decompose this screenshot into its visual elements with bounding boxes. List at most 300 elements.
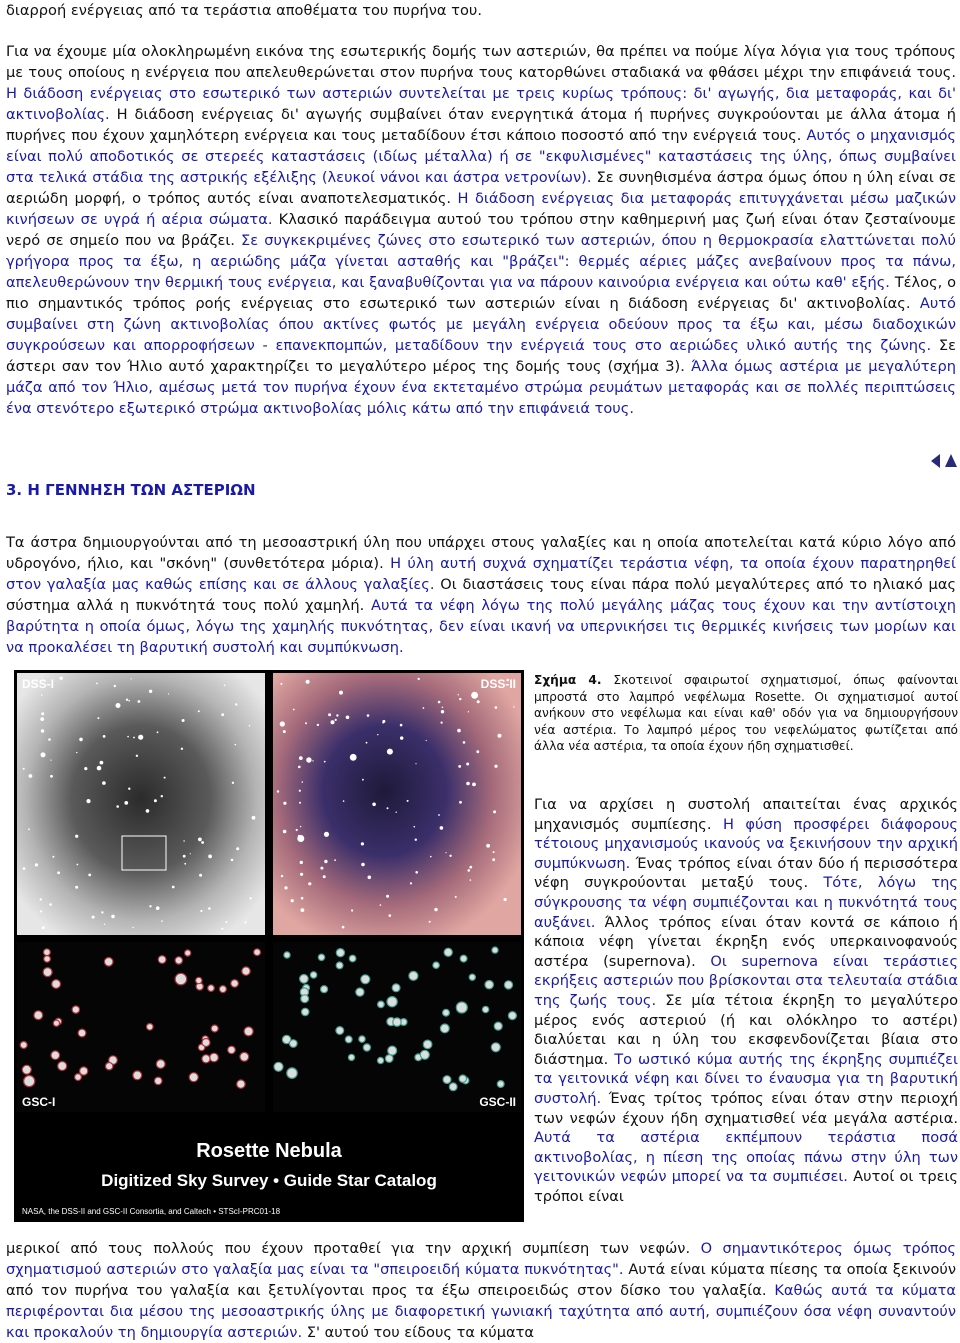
star (472, 783, 476, 787)
star (40, 898, 42, 900)
star (183, 840, 184, 841)
star (201, 841, 204, 844)
star (469, 974, 475, 980)
star (128, 788, 130, 790)
star (476, 750, 479, 753)
star (190, 853, 191, 854)
star (29, 774, 33, 778)
star (254, 949, 261, 956)
star (342, 926, 345, 929)
star (44, 956, 51, 963)
star (495, 706, 498, 709)
star (149, 905, 151, 907)
star (102, 781, 106, 785)
star (128, 700, 130, 702)
star (301, 908, 305, 912)
star (24, 1076, 35, 1087)
star (50, 760, 51, 761)
paragraph-interstellar-matter (6, 532, 956, 658)
star (494, 765, 497, 768)
star (157, 731, 159, 733)
sentence: Κλασικό παράδειγμα αυτού του τρόπου στην καθημερινή μας ζωή είναι όταν ζεσταίνουμε νερό σε σημείο που να βράζει. (6, 211, 956, 249)
star (28, 828, 30, 830)
star (75, 835, 78, 838)
star (41, 752, 46, 757)
star (336, 714, 338, 716)
star (310, 972, 316, 978)
star (382, 722, 384, 724)
star (127, 736, 129, 738)
star (44, 949, 51, 956)
star (301, 995, 309, 1003)
star (240, 1052, 249, 1061)
star (433, 962, 439, 968)
star (361, 975, 370, 984)
star (440, 826, 444, 830)
star (287, 1068, 297, 1078)
sentence: Η διάδοση ενέργειας δι' αγωγής συμβαίνει όταν ενεργητικά άτομα ή πυρήνες συγκρούονται με άλλα άτομα ή πυρήνες που έχουν χαμηλότερη ενέργεια και τους μεταδίδουν έτσι κάποιο ποσοστό από την ενέργειά τους. (6, 106, 956, 144)
star (298, 835, 301, 838)
dss2-panel (273, 673, 521, 935)
star (200, 910, 202, 912)
star (324, 832, 329, 837)
star (504, 981, 512, 989)
star (198, 710, 200, 712)
star (299, 756, 303, 760)
star (377, 734, 378, 735)
star (410, 882, 412, 884)
star (75, 1074, 82, 1081)
star (126, 699, 128, 701)
star (237, 1080, 245, 1088)
star (156, 1060, 165, 1069)
star (409, 971, 418, 980)
star (161, 795, 163, 797)
sentence: Ένας τρόπος είναι όταν δύο ή περισσότερα νέφη συγκρούονται μεταξύ τους. (534, 854, 958, 892)
star (361, 863, 365, 867)
star (22, 1065, 31, 1074)
star (335, 719, 337, 721)
star (300, 975, 309, 984)
star (182, 719, 185, 722)
star (493, 810, 496, 813)
star (477, 700, 480, 703)
star (175, 957, 182, 964)
star (41, 695, 42, 696)
star (305, 722, 307, 724)
star (299, 790, 301, 792)
figure-subtitle: Digitized Sky Survey • Guide Star Catalog (101, 1171, 437, 1190)
star (208, 907, 211, 910)
star (324, 761, 326, 763)
star (235, 703, 237, 705)
figure-credit: NASA, the DSS-II and GSC-II Consortia, and Caltech • STScI-PRC01-18 (22, 1207, 281, 1216)
star (138, 700, 141, 703)
star (458, 694, 459, 695)
star (111, 915, 115, 919)
star (301, 897, 304, 900)
star (504, 898, 507, 901)
star (389, 914, 392, 917)
star (72, 1006, 79, 1013)
star (486, 844, 490, 848)
star (60, 677, 63, 680)
sentence: Αυτός ο μηχανισμός είναι πολύ αποδοτικός σε στερεές καταστάσεις (ιδίως μέταλλα) ή σε "εκφυλισμένες" καταστάσεις της ύλης, όπως συμβαίνει στα τελικά στάδια της αστρικής εξέλιξης (λευκοί νάνοι και άστρα νετρονίων). (6, 127, 956, 186)
star (41, 712, 44, 715)
star (469, 866, 472, 869)
section-heading: 3. Η ΓΕΝΝΗΣΗ ΤΩΝ ΑΣΤΕΡΙΩΝ (6, 481, 256, 499)
star (202, 1055, 210, 1063)
sentence: Τα άστρα δημιουργούνται από τη μεσοαστρική ύλη που υπάρχει στους γαλαξίες και η οποία αποτελείται κατά κύριο λόγο από υδρογόνο, ήλιο, και "σκόνη" (συνθετότερα μόρια). (6, 534, 956, 572)
arrow-left-icon (930, 453, 941, 469)
star (40, 717, 44, 721)
star (317, 724, 319, 726)
label-dss2: DSS-II (480, 677, 516, 691)
star (244, 1027, 253, 1036)
star (466, 763, 469, 766)
star (210, 1053, 219, 1062)
star (372, 803, 376, 807)
star (468, 869, 471, 872)
star (77, 864, 79, 866)
star (274, 1062, 283, 1071)
star (348, 1054, 354, 1060)
sentence: Η ύλη αυτή συχνά σχηματίζει τεράστια νέφη, τα οποία έχουν παρατηρηθεί στον γαλαξία μας καθώς επίσης και σε άλλους γαλαξίες. (6, 555, 956, 593)
sentence: Καθώς αυτά τα κύματα περιφέρονται δια μέσου της μεσοαστρικής ύλης με διαφορετική γωνιακή ταχύτητα από αυτή, συμπιέζουν όσα νέφη συναντούν και προκαλούν τη δημιουργία αστεριών. (6, 1282, 956, 1341)
star (43, 968, 52, 977)
star (438, 814, 440, 816)
star (202, 1039, 210, 1047)
star (415, 763, 416, 764)
star (407, 800, 409, 802)
star (466, 782, 470, 786)
star (334, 859, 336, 861)
star (387, 749, 393, 755)
star (133, 737, 135, 739)
star (284, 886, 287, 889)
star (138, 735, 143, 740)
star (497, 1081, 504, 1088)
star (88, 874, 91, 877)
star (323, 875, 326, 878)
star (40, 910, 42, 912)
star (459, 698, 461, 700)
star (283, 730, 286, 733)
star (457, 729, 461, 733)
sentence: Σ' αυτού του είδους τα κύματα (306, 1324, 535, 1341)
star (225, 921, 227, 923)
sentence: Οι supernova είναι τεράστιες εκρήξεις αστεριών που βρίσκονται στα τελευταία στάδια της ζωής τους. (534, 952, 959, 1009)
star (221, 928, 223, 930)
star (441, 722, 443, 724)
gsc1-panel (17, 942, 265, 1112)
star (184, 863, 186, 865)
star (52, 980, 61, 989)
star (300, 861, 303, 864)
star (23, 768, 25, 770)
sentence: μερικοί από τους πολλούς που έχουν προταθεί για την αρχική συμπίεση των νεφών. (6, 1240, 701, 1257)
star (236, 847, 239, 850)
star (378, 1057, 384, 1063)
star (331, 720, 335, 724)
sentence: Ένας τρίτος τρόπος είναι όταν στην περιοχή των νεφών έχουν ήδη σχηματισθεί νέα μεγάλα αστέρια. (534, 1089, 959, 1127)
star (221, 713, 224, 716)
star (345, 1036, 352, 1043)
star (49, 903, 52, 906)
star (250, 897, 252, 899)
star (463, 741, 466, 744)
sentence: Αυτά τα αστέρια εκπέμπουν τεράστια ποσά ακτινοβολίας, η πίεση της οποίας πάνω στην ύλη των γειτονικών νεφών μπορεί να τα συμπιέσει. (534, 1129, 958, 1186)
star (339, 691, 343, 695)
star (415, 839, 417, 841)
star (324, 860, 327, 863)
star (57, 871, 60, 874)
star (283, 830, 287, 834)
star (131, 678, 132, 679)
star (97, 766, 102, 771)
star (92, 916, 95, 919)
sentence: Το ωστικό κύμα αυτής της έκρηξης συμπιέζει τα γειτονικά νέφη και δίνει το έναυσμα για τη βαρυτική συστολή. (534, 1050, 958, 1107)
star (320, 867, 323, 870)
star (508, 1012, 516, 1020)
prev-page-link[interactable] (930, 453, 941, 469)
top-of-page-link[interactable] (944, 453, 958, 469)
star (449, 1083, 457, 1091)
star (181, 748, 183, 750)
star (396, 812, 397, 813)
star (80, 1067, 88, 1075)
star (249, 725, 251, 727)
star (414, 826, 416, 828)
star (380, 904, 382, 906)
star (133, 1071, 142, 1080)
star (492, 858, 495, 861)
star (208, 985, 215, 992)
star (75, 886, 78, 889)
star (219, 986, 226, 993)
star (498, 734, 502, 738)
star (471, 692, 478, 699)
star (356, 988, 364, 996)
star (492, 947, 498, 953)
star (470, 879, 472, 881)
star (418, 678, 420, 680)
top-line: διαρροή ενέργειας από τα τεράστια αποθέματα του πυρήνα του. (6, 2, 482, 19)
star (298, 766, 301, 769)
star (367, 714, 370, 717)
star (164, 777, 166, 779)
star (290, 1040, 298, 1048)
star (434, 908, 437, 911)
star (386, 895, 389, 898)
star (318, 954, 324, 960)
star (232, 782, 234, 784)
star (208, 855, 212, 859)
star (35, 863, 38, 866)
star (430, 856, 432, 858)
label-gsc1: GSC-I (22, 1095, 56, 1109)
star (442, 707, 444, 709)
star (48, 738, 51, 741)
star (513, 706, 514, 707)
star (387, 807, 389, 809)
star (387, 997, 397, 1007)
sentence: Αυτό συμβαίνει στη ζώνη ακτινοβολίας όπου ακτίνες φωτός με μεγάλη ενέργεια οδεύουν προς τα έξω και, μέσω διαδοχικών συγκρούσεων και απορροφήσεων - επανεκπομπών, μεταδίδουν την ενέργειά τους στο αεριώδες υλικό αυτής της ζώνης. (6, 295, 956, 354)
star (458, 765, 461, 768)
gsc2-panel (273, 942, 521, 1112)
star (392, 984, 400, 992)
star (231, 980, 239, 988)
star (351, 909, 353, 911)
star (460, 955, 467, 962)
star (58, 1062, 67, 1071)
star (53, 1020, 59, 1026)
star (456, 1002, 467, 1013)
star (235, 744, 237, 746)
star (362, 779, 364, 781)
star (116, 703, 121, 708)
star (86, 799, 90, 803)
star (283, 802, 286, 805)
star (350, 754, 357, 761)
star (132, 927, 133, 928)
sentence: Αυτά τα νέφη λόγω της πολύ μεγάλης μάζας τους έχουν και την αντίστοιχη βαρύτητα η οποία όμως, λόγω της χαμηλής πυκνότητας, δεν είναι ικανή να υπερνικήσει τις θερμικές κινήσεις των μορίων και να προκαλέσει τη βαρυτική συστολή και συμπύκνωση. (6, 597, 956, 656)
star (183, 855, 186, 858)
star (306, 757, 311, 762)
star (175, 973, 187, 985)
star (146, 809, 150, 813)
star (156, 906, 160, 910)
star (196, 977, 202, 983)
star (101, 911, 103, 913)
star (491, 1043, 500, 1052)
star (34, 1011, 43, 1020)
sentence: Τέλος, ο πιο σημαντικός τρόπος ροής ενέργειας στο εσωτερικό των αστεριών είναι η διάδοση ενέργειας δι' ακτινοβολίας. (6, 274, 956, 312)
sentence: Αυτοί οι τρεις τρόποι είναι (534, 1168, 958, 1205)
star (124, 801, 128, 805)
star (106, 1063, 113, 1070)
figure-title: Rosette Nebula (196, 1140, 342, 1162)
star (343, 800, 345, 802)
star (494, 1022, 502, 1030)
star (280, 721, 285, 726)
star (168, 693, 169, 694)
star (296, 829, 298, 831)
star (281, 875, 283, 877)
star (96, 683, 98, 685)
star (415, 871, 418, 874)
star (41, 729, 44, 732)
star (449, 855, 451, 857)
figure-caption (534, 672, 958, 755)
star (103, 735, 106, 738)
star (423, 707, 425, 709)
sentence: Τότε, λόγω της σύγκρουσης τα νέφη συμπιέζονται και η πυκνότητά τους αυξάνει. (534, 874, 958, 931)
star (443, 1076, 451, 1084)
star (302, 781, 304, 783)
sentence: Ο σημαντικότερος όμως τρόπος σχηματισμού αστεριών στο γαλαξία μας είναι τα "σπειροειδή κύματα πυκνότητας". (6, 1240, 956, 1278)
caption-label: Σχήμα 4. (534, 673, 602, 687)
star (149, 690, 152, 693)
sentence: Άλλος τρόπος είναι όταν κοντά σε κάποιο ή κάποια νέφη γίνεται έκρηξη ενός υπερκαινοφανούς αστέρα (supernova). (534, 913, 959, 970)
star (199, 874, 202, 877)
star (493, 851, 495, 853)
star (116, 805, 119, 808)
star (161, 920, 163, 922)
paragraph-compression-mechanisms (534, 795, 958, 1206)
star (468, 711, 469, 712)
star (429, 921, 431, 923)
star (78, 1029, 86, 1037)
star (336, 1027, 344, 1035)
sentence: Για να έχουμε μία ολοκληρωμένη εικόνα της εσωτερικής δομής των αστεριών, θα πρέπει να πούμε λίγα λόγια για τους τρόπους με τους οποίους η ενέργεια που απελευθερώνεται στον πυρήνα τους κατορθώνει σταδιακά να φθάσει μέχρι την επιφάνειά τους. (6, 43, 956, 81)
star (359, 1036, 365, 1042)
rosette-nebula-figure (14, 670, 524, 1222)
star (136, 755, 138, 757)
star (400, 724, 403, 727)
sentence: Σε συγκεκριμένες ζώνες στο εσωτερικό των αστεριών, όπου η θερμοκρασία ελαττώνεται πολύ γρήγορα προς τα έξω, η αεριώδης μάζα γίνεται ασταθής και "βράζει": θερμές αέριες μάζες ανεβαίνουν προς τα πάνω, απελευθερώνουν την θερμική τους ενέργεια, και ξαναβυθίζονται για να πάρουν καινούρια ενέργεια και ούτω καθ' εξής. (6, 232, 956, 291)
star (349, 955, 356, 962)
star (244, 921, 246, 923)
star (158, 956, 166, 964)
star (198, 838, 202, 842)
star (300, 873, 303, 876)
star (100, 761, 104, 765)
star (76, 752, 77, 753)
caption-text: Σκοτεινοί σφαιρωτοί σχηματισμοί, όπως φαίνονται μπροστά στο λαμπρό νεφέλωμα Rosette. Οι σχηματισμοί αυτοί ανήκουν στο νεφέλωμα και είναι καθ' οδόν για να δημιουργήσουν νέα αστέρια. Το λαμπρό μέρος του νεφελώματος φωτίζεται από άλλα νέα αστέρια, τα οποία έχουν ήδη σχηματισθεί. (534, 673, 958, 753)
star (440, 1024, 449, 1033)
star (84, 767, 87, 770)
star (147, 1024, 154, 1031)
star (455, 896, 457, 898)
star (443, 1009, 450, 1016)
sentence: Η διάδοση ενέργειας στο εσωτερικό των αστεριών συντελείται με τρεις κυρίως τρόπους: δι' αγωγής, δια μεταφοράς, και δι' ακτινοβολίας. (6, 85, 956, 123)
star (444, 948, 452, 956)
star (20, 1042, 27, 1049)
star (312, 760, 313, 761)
star (308, 882, 311, 885)
star (104, 958, 113, 967)
sentence: Αυτά είναι κύματα πίεσης τα οποία ξεκινούν από τον πυρήνα του γαλαξία και ξετυλίγονται προς τα έξω σπειροειδώς στον δίσκο του γαλαξία. (6, 1261, 956, 1299)
star (385, 1055, 393, 1063)
star (172, 886, 175, 889)
star (185, 950, 191, 956)
star (97, 717, 99, 719)
star (363, 1044, 370, 1051)
star (423, 1040, 432, 1049)
star (366, 742, 368, 744)
star (485, 981, 493, 989)
star (23, 867, 26, 870)
star (42, 926, 45, 929)
star (299, 802, 301, 804)
star (52, 856, 54, 858)
arrow-up-icon (944, 453, 958, 469)
paragraph-density-waves (6, 1238, 956, 1343)
star (189, 1073, 198, 1082)
sentence: Σε συνηθισμένα άστρα όμως όπου η ύλη είναι σε αεριώδη μορφή, ο τρόπος αυτός είναι αναποτελεσματικός. (6, 169, 956, 207)
sentence: Οι διαστάσεις τους είναι πάρα πολύ μεγαλύτερες από το ηλιακό μας σύστημα αλλά η πυκνότητά τους πολύ χαμηλή. (6, 576, 957, 614)
sentence: Σε άστερι σαν τον Ήλιο αυτό χαρακτηρίζει το μεγαλύτερο μέρος της δομής τους (σχήμα 3). (6, 337, 956, 375)
star (293, 709, 295, 711)
star (378, 1001, 385, 1008)
star (211, 1025, 218, 1032)
star (104, 924, 105, 925)
star (368, 876, 372, 880)
label-gsc2: GSC-II (479, 1095, 516, 1109)
star (280, 683, 282, 685)
star (51, 1051, 60, 1060)
